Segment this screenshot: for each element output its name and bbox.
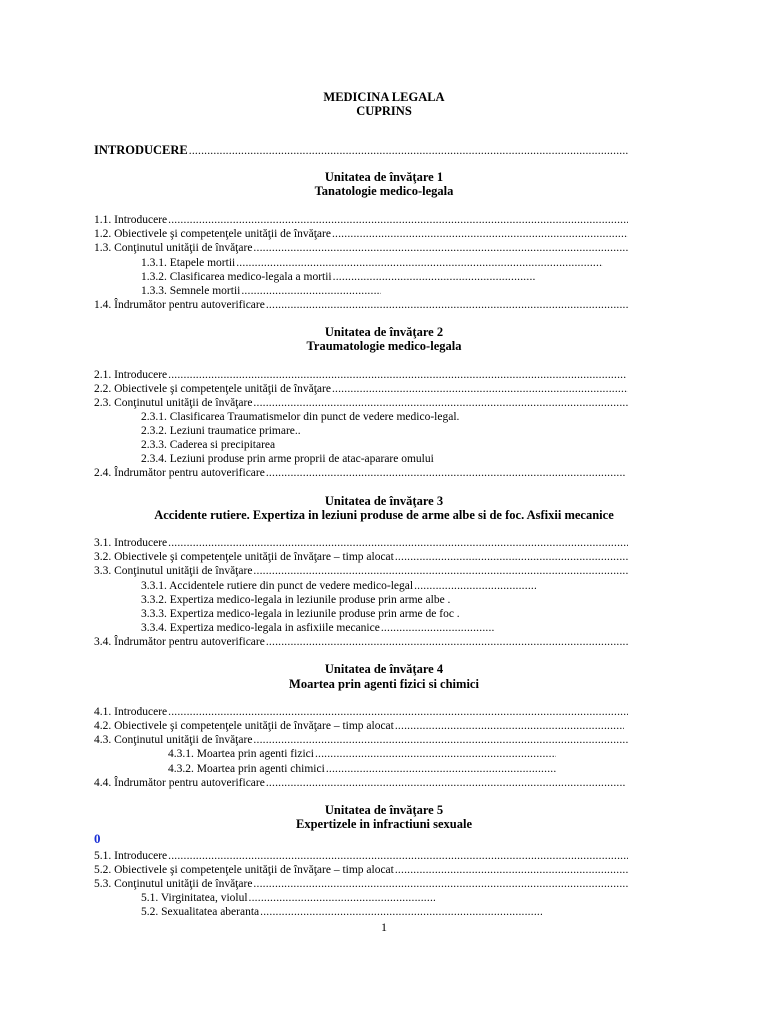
- toc-entry-label: 4.3.2. Moartea prin agenti chimici: [168, 763, 325, 775]
- toc-entry-label: 2.3.3. Caderea si precipitarea: [141, 439, 276, 451]
- toc-entry-label: 4.1. Introducere: [94, 706, 168, 718]
- toc-entry[interactable]: [94, 849, 628, 863]
- toc-entry[interactable]: [141, 607, 461, 621]
- toc-entry[interactable]: [94, 536, 628, 550]
- toc-entry[interactable]: [94, 863, 628, 877]
- toc-leader-dots: [395, 550, 628, 564]
- toc-entry-label: INTRODUCERE: [94, 143, 188, 157]
- toc-entry[interactable]: [94, 241, 628, 255]
- toc-entry-label: 3.3.2. Expertiza medico-legala in leziunile produse prin arme albe .: [141, 594, 451, 606]
- unit-3-topic: Accidente rutiere. Expertiza in leziuni produse de arme albe si de foc. Asfixii mecanice: [154, 508, 614, 522]
- toc-entry-label: 3.3.1. Accidentele rutiere din punct de vedere medico-legal: [141, 580, 414, 592]
- toc-entry[interactable]: [168, 762, 556, 776]
- toc-entry-label: 3.3.3. Expertiza medico-legala in leziunile produse prin arme de foc .: [141, 608, 460, 620]
- toc-entry[interactable]: [94, 776, 626, 790]
- page-number: 1: [381, 920, 387, 934]
- toc-entry-label: 3.4. Îndrumător pentru autoverificare: [94, 636, 265, 648]
- toc-entry[interactable]: [141, 452, 435, 466]
- toc-entry[interactable]: [94, 550, 628, 564]
- toc-entry-label: 2.3. Conţinutul unităţii de învăţare: [94, 397, 253, 409]
- toc-entry-label: 5.2. Obiectivele şi competenţele unităţii de învăţare – timp alocat: [94, 864, 394, 876]
- toc-entry-label: 1.3. Conţinutul unităţii de învăţare: [94, 242, 253, 254]
- toc-entry-label: 1.3.1. Etapele mortii: [141, 257, 236, 269]
- toc-entry[interactable]: [141, 593, 451, 607]
- toc-entry[interactable]: [168, 747, 556, 761]
- toc-entry-label: 2.3.4. Leziuni produse prin arme proprii de atac-aparare omului: [141, 453, 434, 465]
- toc-leader-dots: [249, 891, 435, 905]
- toc-leader-dots: [326, 762, 556, 776]
- toc-entry[interactable]: [94, 227, 628, 241]
- toc-entry-label: 3.3. Conţinutul unităţii de învăţare: [94, 565, 253, 577]
- toc-entry-label: 1.3.3. Semnele mortii: [141, 285, 241, 297]
- toc-leader-dots: [168, 705, 628, 719]
- toc-entry-label: 3.1. Introducere: [94, 537, 168, 549]
- unit-3-heading: Unitatea de învăţare 3: [324, 494, 444, 508]
- toc-entry[interactable]: [141, 438, 276, 452]
- toc-leader-dots: [168, 849, 628, 863]
- unit-4-heading: Unitatea de învăţare 4: [324, 662, 444, 676]
- toc-entry[interactable]: [94, 382, 628, 396]
- toc-entry-label: 2.3.2. Leziuni traumatice primare..: [141, 425, 301, 437]
- toc-leader-dots: [253, 396, 628, 410]
- toc-entry-label: 4.3. Conţinutul unităţii de învăţare: [94, 734, 253, 746]
- toc-leader-dots: [253, 564, 628, 578]
- toc-entry-label: 1.2. Obiectivele şi competenţele unităţii de învăţare: [94, 228, 331, 240]
- toc-entry-label: 3.3.4. Expertiza medico-legala in asfixiile mecanice: [141, 622, 380, 634]
- toc-leader-dots: [381, 621, 494, 635]
- document-title: MEDICINA LEGALA: [323, 90, 445, 104]
- unit-2-heading: Unitatea de învăţare 2: [324, 325, 444, 339]
- toc-entry[interactable]: [141, 424, 302, 438]
- toc-entry-label: 2.3.1. Clasificarea Traumatismelor din punct de vedere medico-legal.: [141, 411, 460, 423]
- field-code-marker: 0: [94, 831, 101, 846]
- toc-leader-dots: [266, 466, 626, 480]
- toc-entry[interactable]: [141, 891, 435, 905]
- toc-entry[interactable]: [141, 284, 381, 298]
- document-subtitle: CUPRINS: [356, 104, 412, 118]
- toc-entry-label: 1.3.2. Clasificarea medico-legala a mortii: [141, 271, 332, 283]
- toc-leader-dots: [266, 776, 626, 790]
- toc-entry[interactable]: [141, 579, 536, 593]
- unit-5-heading: Unitatea de învăţare 5: [324, 803, 444, 817]
- toc-entry[interactable]: [94, 368, 626, 382]
- toc-entry-label: 2.1. Introducere: [94, 369, 168, 381]
- unit-4-topic: Moartea prin agenti fizici si chimici: [289, 677, 479, 691]
- toc-entry[interactable]: [94, 466, 626, 480]
- toc-leader-dots: [253, 733, 628, 747]
- toc-entry-label: 4.3.1. Moartea prin agenti fizici: [168, 748, 314, 760]
- toc-leader-dots: [332, 382, 628, 396]
- toc-leader-dots: [315, 747, 556, 761]
- unit-5-topic: Expertizele in infractiuni sexuale: [295, 817, 473, 831]
- toc-leader-dots: [332, 227, 628, 241]
- toc-leader-dots: [189, 144, 628, 157]
- toc-entry[interactable]: [141, 270, 536, 284]
- toc-entry-label: 4.2. Obiectivele şi competenţele unităţii de învăţare – timp alocat: [94, 720, 394, 732]
- unit-1-topic: Tanatologie medico-legala: [314, 184, 454, 198]
- toc-entry[interactable]: [94, 877, 628, 891]
- toc-leader-dots: [266, 635, 628, 649]
- toc-leader-dots: [168, 213, 628, 227]
- unit-1-heading: Unitatea de învăţare 1: [324, 170, 444, 184]
- toc-leader-dots: [168, 368, 626, 382]
- toc-leader-dots: [241, 284, 381, 298]
- toc-leader-dots: [253, 877, 628, 891]
- toc-entry[interactable]: [141, 410, 460, 424]
- toc-entry[interactable]: [141, 256, 603, 270]
- toc-leader-dots: [414, 579, 536, 593]
- toc-entry-label: 5.1. Introducere: [94, 850, 168, 862]
- toc-leader-dots: [168, 536, 628, 550]
- toc-entry[interactable]: [94, 719, 624, 733]
- toc-leader-dots: [253, 241, 628, 255]
- toc-entry-label: 1.4. Îndrumător pentru autoverificare: [94, 299, 265, 311]
- toc-leader-dots: [333, 270, 536, 284]
- toc-entry[interactable]: [94, 733, 628, 747]
- toc-entry[interactable]: [94, 396, 628, 410]
- unit-2-topic: Traumatologie medico-legala: [306, 339, 462, 353]
- toc-entry-label: 3.2. Obiectivele şi competenţele unităţii de învăţare – timp alocat: [94, 551, 394, 563]
- toc-entry-introducere[interactable]: [94, 143, 628, 157]
- toc-entry[interactable]: [94, 564, 628, 578]
- toc-entry-label: 2.4. Îndrumător pentru autoverificare: [94, 467, 265, 479]
- toc-entry[interactable]: [94, 705, 628, 719]
- toc-entry-label: 5.3. Conţinutul unităţii de învăţare: [94, 878, 253, 890]
- toc-entry-label: 4.4. Îndrumător pentru autoverificare: [94, 777, 265, 789]
- toc-entry-label: 2.2. Obiectivele şi competenţele unităţii de învăţare: [94, 383, 331, 395]
- toc-leader-dots: [236, 256, 603, 270]
- toc-entry[interactable]: [94, 213, 628, 227]
- toc-entry[interactable]: [141, 621, 494, 635]
- toc-leader-dots: [395, 863, 628, 877]
- toc-leader-dots: [266, 298, 628, 312]
- toc-entry-label: 5.1. Virginitatea, violul: [141, 892, 248, 904]
- toc-entry[interactable]: [94, 635, 628, 649]
- toc-leader-dots: [260, 905, 542, 919]
- toc-entry[interactable]: [141, 905, 542, 919]
- toc-entry-label: 5.2. Sexualitatea aberanta: [141, 906, 260, 918]
- toc-entry-label: 1.1. Introducere: [94, 214, 168, 226]
- toc-leader-dots: [395, 719, 624, 733]
- toc-entry[interactable]: [94, 298, 628, 312]
